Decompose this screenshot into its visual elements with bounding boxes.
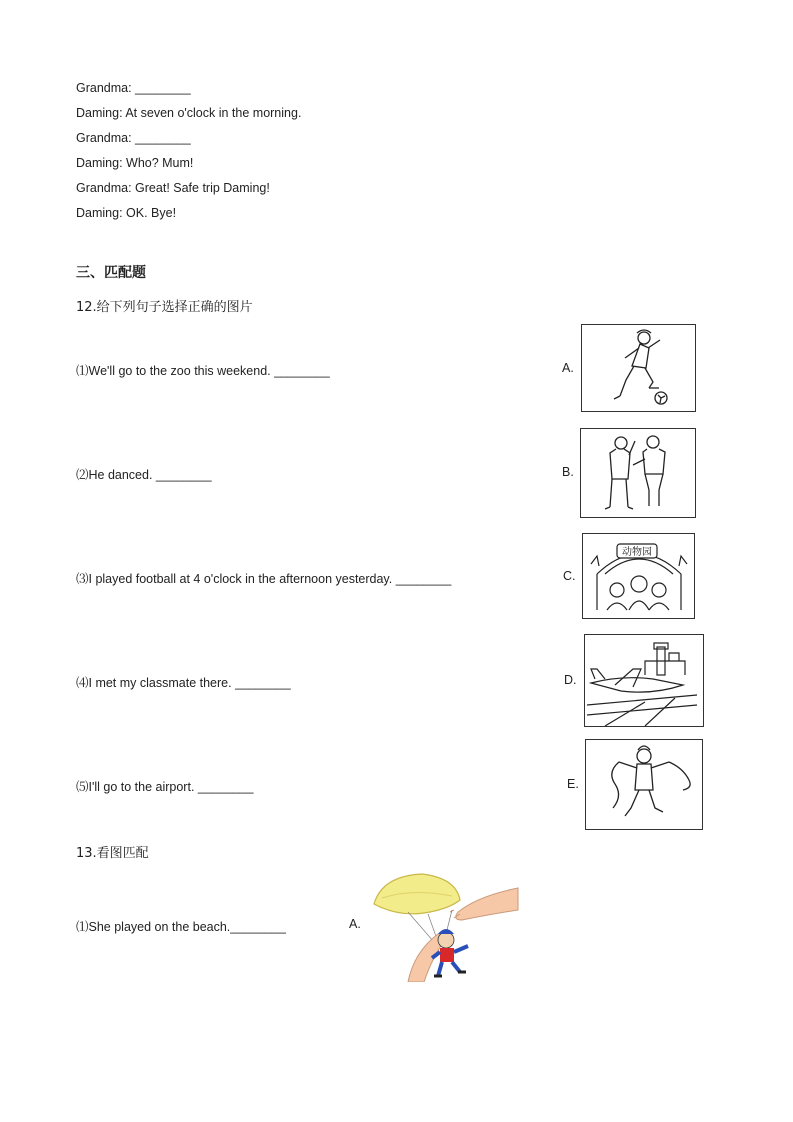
dialogue-line-1: Grandma: ________ — [76, 81, 191, 95]
zoo-picture — [582, 533, 695, 619]
q12-item-4: ⑷I met my classmate there. ________ — [76, 676, 291, 690]
airport-picture — [584, 634, 704, 727]
dialogue-line-5: Grandma: Great! Safe trip Daming! — [76, 181, 270, 195]
dialogue-line-3: Grandma: ________ — [76, 131, 191, 145]
question-12-title: 12.给下列句子选择正确的图片 — [76, 300, 253, 315]
q12-item-5: ⑸I'll go to the airport. ________ — [76, 780, 254, 794]
dancing-picture — [585, 739, 703, 830]
dialogue-line-2: Daming: At seven o'clock in the morning. — [76, 106, 302, 120]
classmates-picture — [580, 428, 696, 518]
option-d-letter: D. — [564, 673, 577, 687]
q12-item-1: ⑴We'll go to the zoo this weekend. ________ — [76, 364, 330, 378]
zoo-sign-text: 动物园 — [622, 547, 652, 558]
dialogue-line-6: Daming: OK. Bye! — [76, 206, 177, 220]
q12-item-3: ⑶I played football at 4 o'clock in the afternoon yesterday. ________ — [76, 572, 452, 586]
option-b-letter: B. — [562, 465, 574, 479]
question-13-title: 13.看图匹配 — [76, 846, 149, 861]
option-c-letter: C. — [563, 569, 576, 583]
parachute-toy-picture — [368, 870, 520, 982]
option-e-letter: E. — [567, 777, 579, 791]
dialogue-line-4: Daming: Who? Mum! — [76, 156, 194, 170]
q12-item-2: ⑵He danced. ________ — [76, 468, 212, 482]
q13-option-a-letter: A. — [349, 917, 361, 931]
option-a-letter: A. — [562, 361, 574, 375]
section-title: 三、匹配题 — [76, 265, 146, 281]
q13-item-1: ⑴She played on the beach.________ — [76, 920, 286, 934]
football-picture — [581, 324, 696, 412]
